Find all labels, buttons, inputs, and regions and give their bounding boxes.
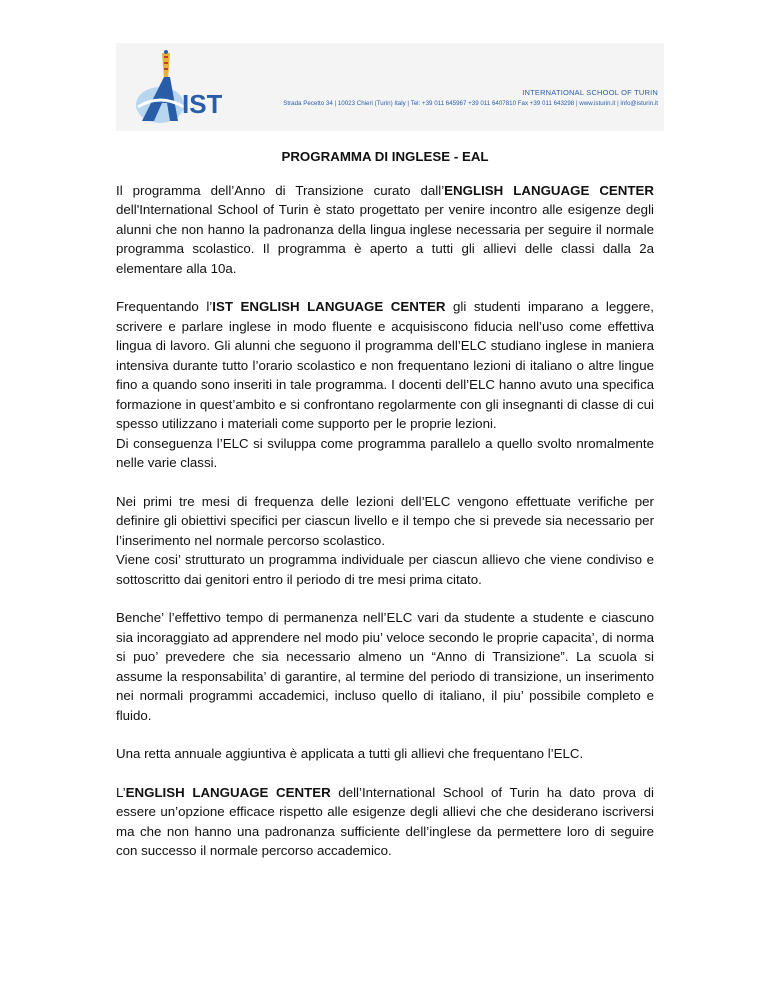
school-address: Strada Pecetto 34 | 10023 Chieri (Turin) Italy | Tel: +39 011 645967 +39 011 6407810 Fax +39 011 643298 | www.isturin.it | info@isturin.it [283, 100, 658, 107]
document-title: PROGRAMMA DI INGLESE - EAL [281, 149, 489, 164]
paragraph-6 [116, 783, 654, 861]
document-body [116, 147, 654, 880]
paragraph-2 [116, 297, 654, 473]
logo-text: IST [182, 89, 222, 119]
p2-text-d: Di conseguenza l’ELC si sviluppa come programma parallelo a quello svolto nromalmente nelle varie classi. [116, 435, 654, 470]
p1-text-a: Il programma dell’Anno di Transizione curato dall’ [116, 182, 445, 198]
p6-bold: ENGLISH LANGUAGE CENTER [125, 784, 331, 800]
letterhead [116, 43, 664, 131]
paragraph-5: Una retta annuale aggiuntiva è applicata a tutti gli allievi che frequentano l’ELC. [116, 746, 584, 761]
p1-text-c: dell'International School of Turin è stato progettato per venire incontro alle esigenze degli alunni che non hanno la padronanza della lingua inglese necessaria per seguire il normale programma scolastico. Il programma è aperto a tutti gli allievi delle classi dalla 2a elementare alla 10a. [116, 202, 654, 276]
p2-text-c: gli studenti imparano a leggere, scrivere e parlare inglese in modo fluente e acquisiscono fiducia nell’uso come effettiva lingua di lavoro. Gli alunni che seguono il programma dell’ELC studiano inglese in maniera intensiva durante tutto l’orario scolastico e non frequentano lezioni di italiano o altre lingue fino a quando sono inseriti in tale programma. I docenti dell’ELC hanno avuto una specifica formazione in quest’ambito e si confrontano regolarmente con gli insegnanti di classe di cui spesso utilizzano i materiali come supporto per le proprie lezioni. [116, 299, 654, 431]
paragraph-1 [116, 181, 654, 279]
ist-logo [124, 47, 222, 129]
p6-text-c: dell’International School of Turin ha dato prova di essere un’opzione efficace rispetto alle esigenze degli allievi che che desiderano iscriversi ma che non hanno una padronanza sufficiente dell’inglese da permettere loro di seguire con successo il normale percorso accademico. [116, 784, 654, 858]
paragraph-3 [116, 492, 654, 590]
tower-tip [164, 50, 168, 54]
p3-text-b: Viene cosi’ strutturato un programma individuale per ciascun allievo che viene condiviso e sottoscritto dai genitori entro il periodo di tre mesi prima citato. [116, 552, 654, 587]
p1-bold: ENGLISH LANGUAGE CENTER [444, 182, 654, 198]
p6-text-a: L’ [116, 784, 126, 800]
p2-text-a: Frequentando l’ [116, 299, 213, 314]
p3-text-a: Nei primi tre mesi di frequenza delle lezioni dell’ELC vengono effettuate verifiche per definire gli obiettivi specifici per ciascun livello e il tempo che si prevede sia necessario per l’inserimento nel normale percorso scolastico. [116, 493, 654, 548]
p2-bold: IST ENGLISH LANGUAGE CENTER [212, 299, 446, 314]
school-name: INTERNATIONAL SCHOOL OF TURIN [522, 88, 658, 97]
paragraph-4: Benche’ l’effettivo tempo di permanenza nell’ELC vari da studente a studente e ciascuno sia incoraggiato ad apprendere nel modo piu’ veloce secondo le proprie capacita’, di norma si puo’ prevedere che sia necessario almeno un “Anno di Transizione”. La scuola si assume la responsabilita’ di garantire, al termine del periodo di transizione, un inserimento nei normali programmi accademici, incluso quello di italiano, il piu’ possibile completo e fluido. [116, 610, 654, 723]
